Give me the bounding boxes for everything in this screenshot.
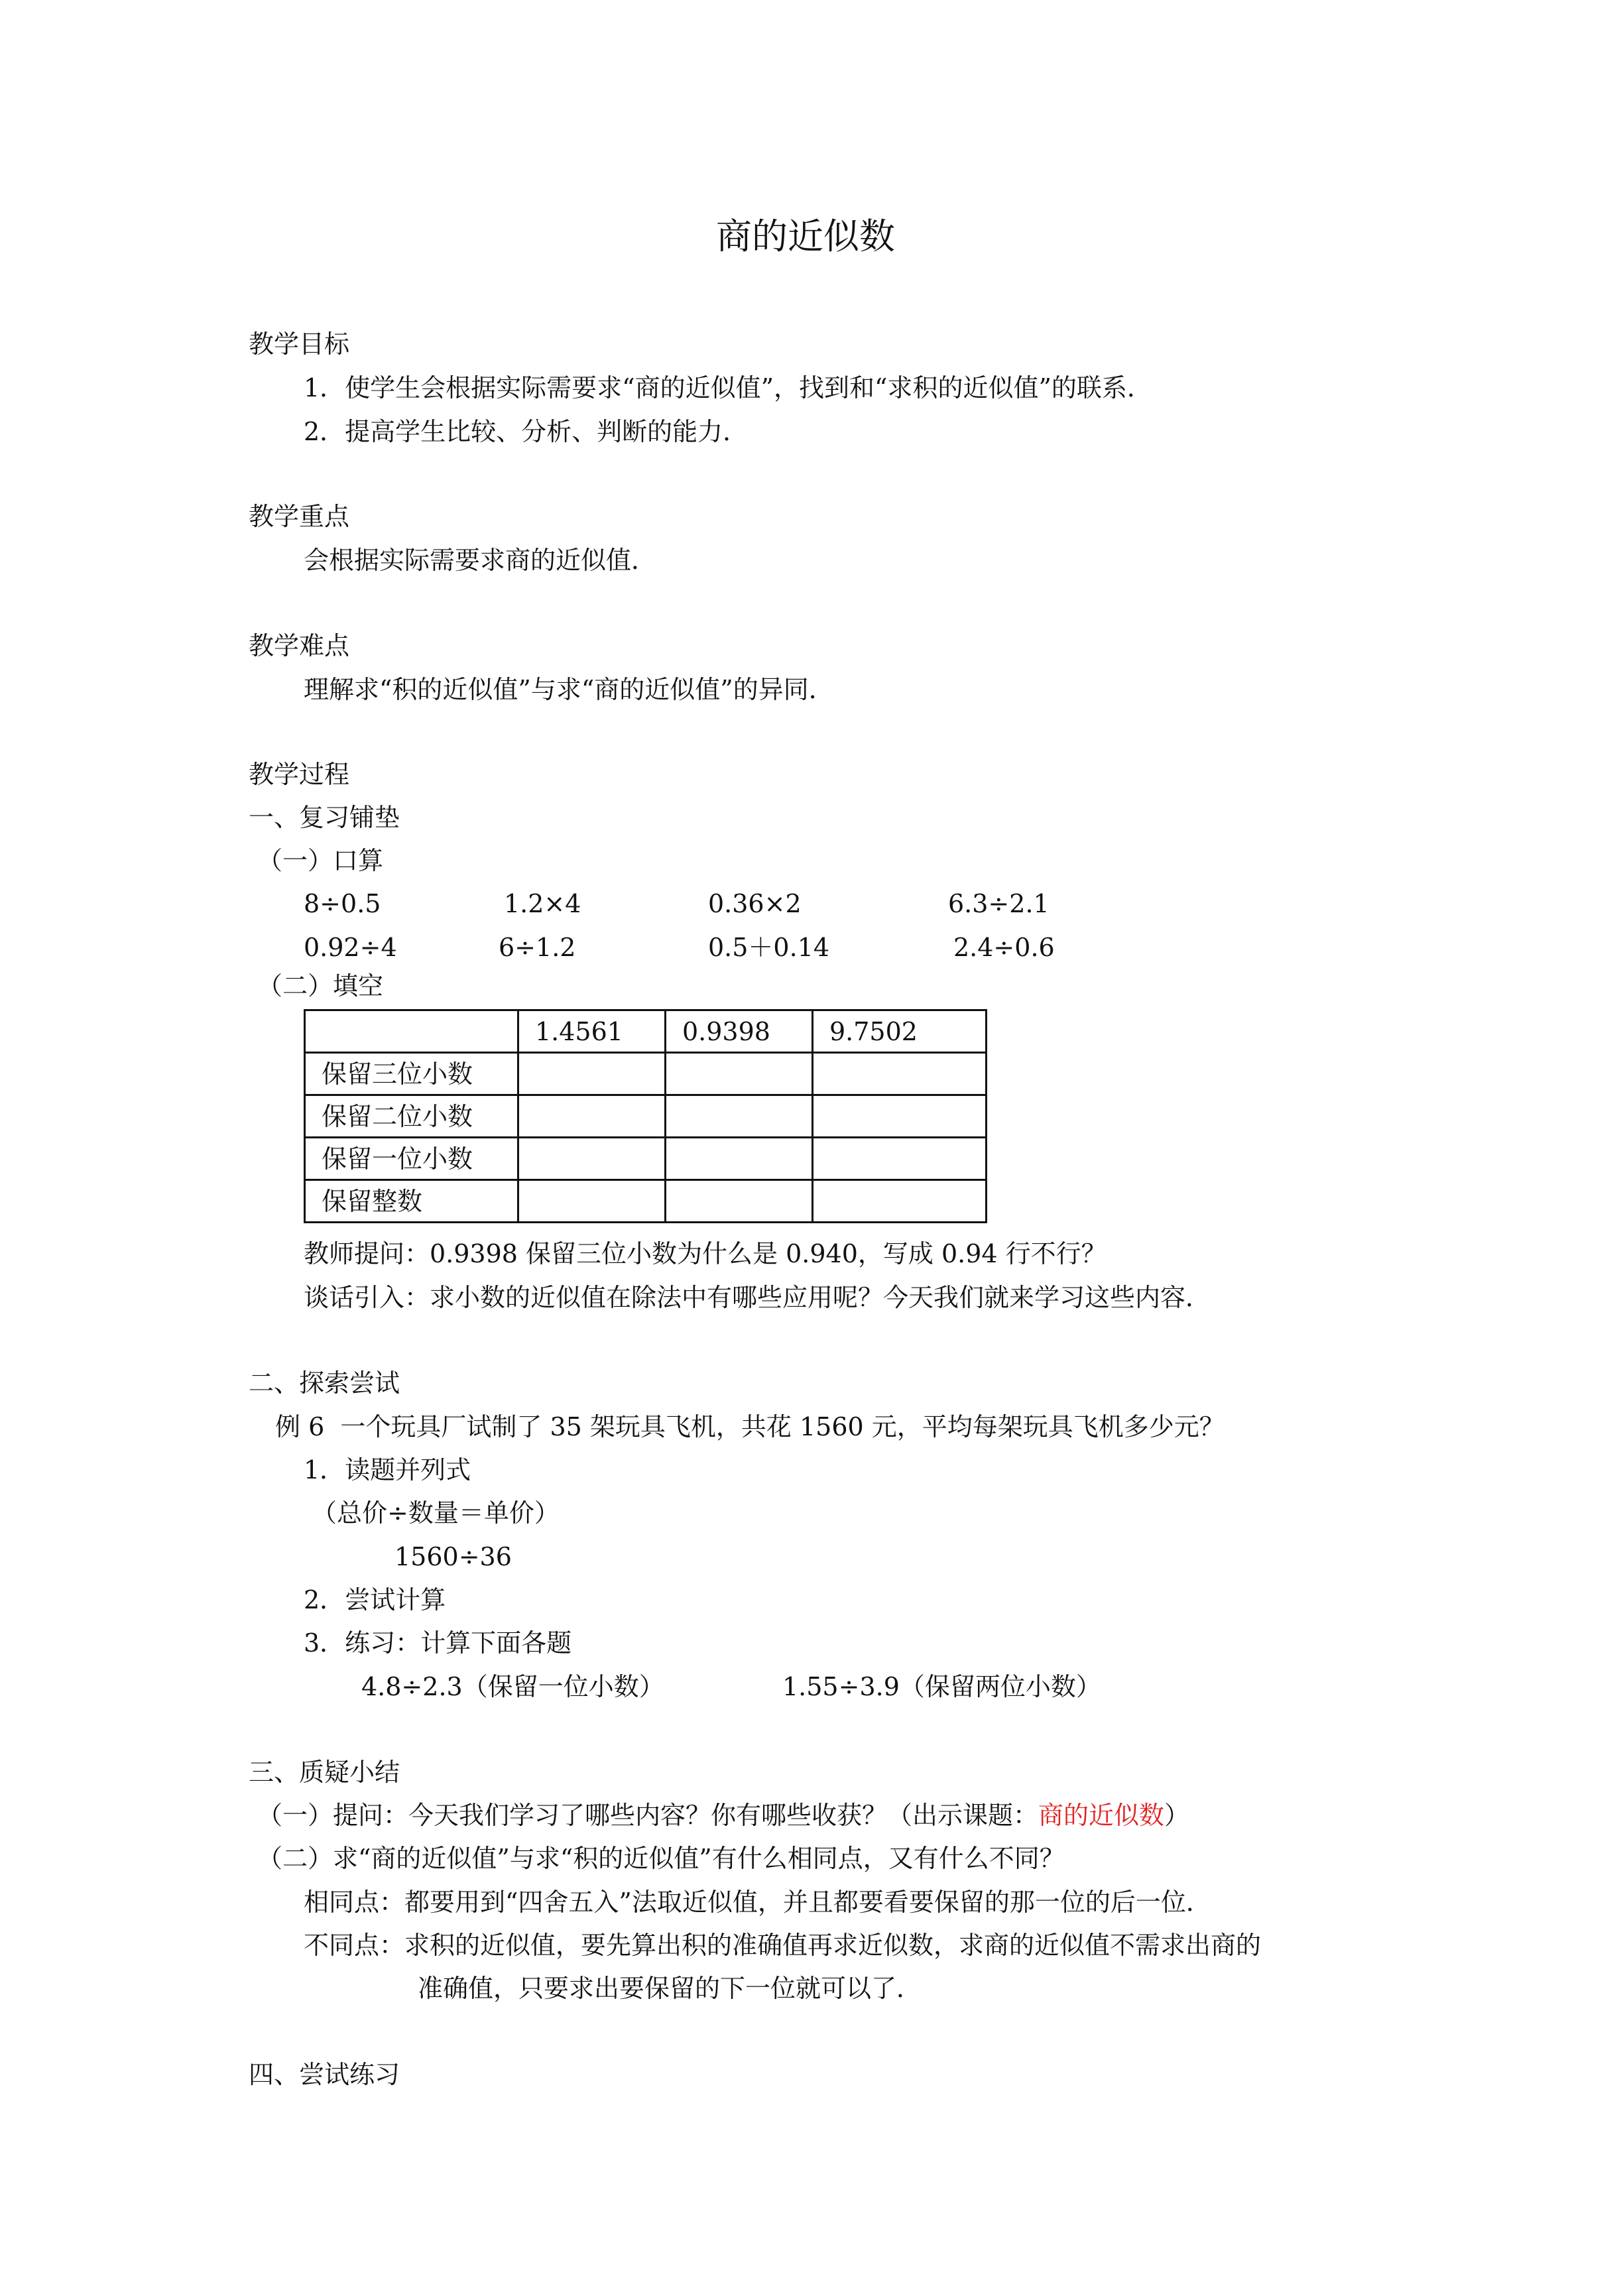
- oral-item: 2.4÷0.6: [953, 933, 1055, 962]
- blank-cell[interactable]: [518, 1138, 666, 1180]
- table-row: [305, 1138, 987, 1180]
- expression: 1560÷36: [394, 1542, 512, 1571]
- difference-text-cont: 准确值，只要求出要保留的下一位就可以了．: [418, 1974, 922, 2003]
- review-heading: 一、复习铺垫: [249, 803, 400, 832]
- question-1-close: ）: [1164, 1801, 1190, 1830]
- row-label: 保留二位小数: [305, 1095, 518, 1138]
- summary-question-2: （二）求“商的近似值”与求“积的近似值”有什么相同点，又有什么不同？: [257, 1844, 1065, 1873]
- step-1: 1．读题并列式: [304, 1455, 471, 1484]
- blank-cell[interactable]: [666, 1053, 813, 1095]
- oral-item: 6.3÷2.1: [948, 889, 1050, 918]
- blank-cell[interactable]: [666, 1095, 813, 1138]
- table-row: [305, 1180, 987, 1223]
- similarity-text: 相同点：都要用到“四舍五入”法取近似值，并且都要看要保留的那一位的后一位．: [304, 1888, 1211, 1917]
- blank-cell[interactable]: [813, 1053, 987, 1095]
- oral-item: 1.2×4: [504, 889, 581, 918]
- table-header-row: [305, 1010, 987, 1053]
- fill-blank-table: [304, 1009, 987, 1223]
- objective-item-1: 1．使学生会根据实际需要求“商的近似值”，找到和“求积的近似值”的联系．: [304, 373, 1152, 402]
- key-points-heading: 教学重点: [249, 502, 350, 531]
- row-label: 保留三位小数: [305, 1053, 518, 1095]
- difficulties-text: 理解求“积的近似值”与求“商的近似值”的异同．: [304, 675, 834, 704]
- step-2: 2．尝试计算: [304, 1585, 446, 1614]
- oral-item: 6÷1.2: [499, 933, 576, 962]
- oral-calc-label: （一）口算: [257, 846, 384, 875]
- blank-cell[interactable]: [666, 1138, 813, 1180]
- blank-cell[interactable]: [518, 1095, 666, 1138]
- question-1-text: （一）提问：今天我们学习了哪些内容？你有哪些收获？（出示课题：: [257, 1801, 1039, 1830]
- objective-item-2: 2．提高学生比较、分析、判断的能力．: [304, 417, 749, 446]
- page-title: 商的近似数: [716, 215, 895, 257]
- oral-item: 0.36×2: [708, 889, 802, 918]
- table-row: [305, 1053, 987, 1095]
- difference-text: 不同点：求积的近似值，要先算出积的准确值再求近似数，求商的近似值不需求出商的: [304, 1931, 1262, 1960]
- objectives-heading: 教学目标: [249, 330, 350, 359]
- table-header-cell: 9.7502: [813, 1010, 987, 1053]
- highlighted-topic: 商的近似数: [1038, 1801, 1165, 1830]
- summary-question-1: [257, 1803, 1189, 1828]
- row-label: 保留整数: [305, 1180, 518, 1223]
- exercise-2: 1.55÷3.9（保留两位小数）: [782, 1672, 1101, 1701]
- example-6: 例 6 一个玩具厂试制了 35 架玩具飞机，共花 1560 元，平均每架玩具飞机多少元？: [275, 1412, 1225, 1441]
- blank-cell[interactable]: [518, 1053, 666, 1095]
- step-3: 3．练习：计算下面各题: [304, 1628, 572, 1658]
- fill-blank-label: （二）填空: [257, 971, 384, 1000]
- blank-cell[interactable]: [813, 1180, 987, 1223]
- table-header-cell: 0.9398: [666, 1010, 813, 1053]
- explore-heading: 二、探索尝试: [249, 1368, 400, 1398]
- process-heading: 教学过程: [249, 760, 350, 789]
- blank-cell[interactable]: [813, 1138, 987, 1180]
- difficulties-heading: 教学难点: [249, 631, 350, 660]
- table-header-cell: 1.4561: [518, 1010, 666, 1053]
- table-row: [305, 1095, 987, 1138]
- row-label: 保留一位小数: [305, 1138, 518, 1180]
- oral-item: 8÷0.5: [304, 889, 381, 918]
- blank-cell[interactable]: [518, 1180, 666, 1223]
- intro-text: 谈话引入：求小数的近似值在除法中有哪些应用呢？今天我们就来学习这些内容．: [304, 1283, 1211, 1312]
- formula: （总价÷数量＝单价）: [312, 1498, 560, 1528]
- table-header-cell: [305, 1010, 518, 1053]
- oral-item: 0.92÷4: [304, 933, 397, 962]
- teacher-question: 教师提问：0.9398 保留三位小数为什么是 0.940，写成 0.94 行不行？: [304, 1239, 1107, 1268]
- summary-heading: 三、质疑小结: [249, 1758, 400, 1787]
- exercise-1: 4.8÷2.3（保留一位小数）: [361, 1672, 664, 1701]
- blank-cell[interactable]: [813, 1095, 987, 1138]
- blank-cell[interactable]: [666, 1180, 813, 1223]
- key-points-text: 会根据实际需要求商的近似值．: [304, 546, 657, 575]
- oral-item: 0.5＋0.14: [708, 933, 830, 962]
- practice-heading: 四、尝试练习: [249, 2060, 400, 2089]
